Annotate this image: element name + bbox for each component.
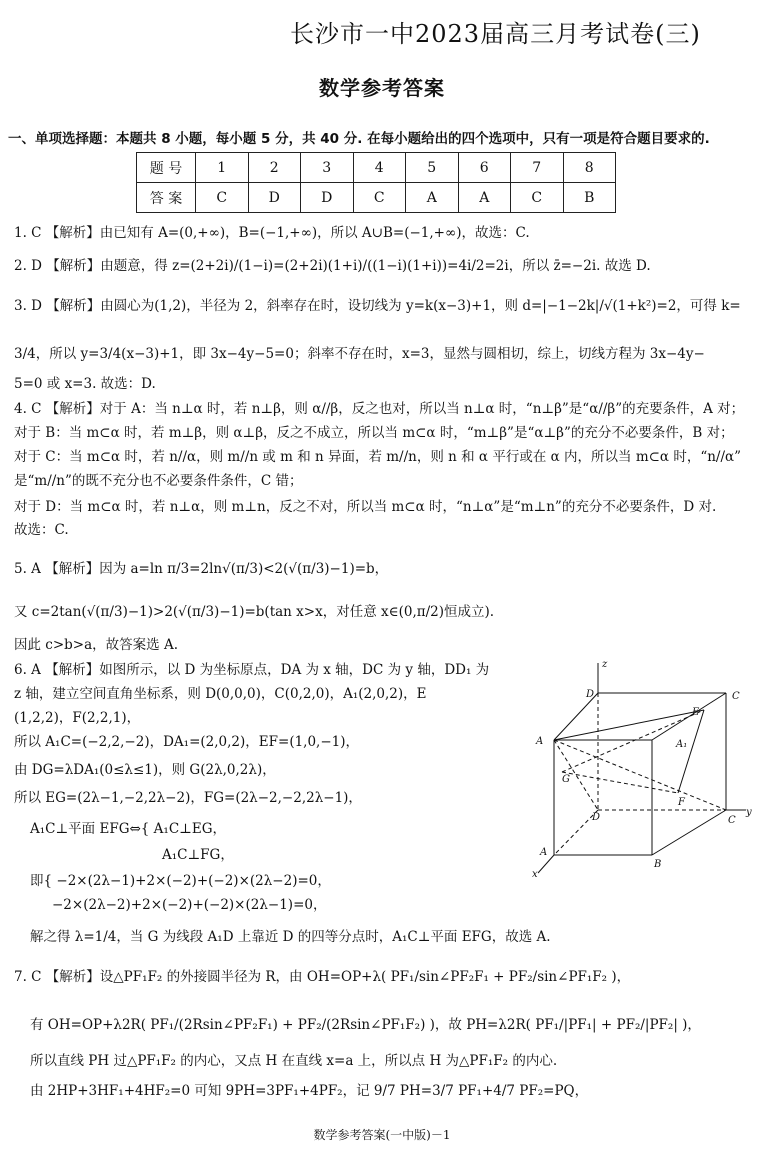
solution-4-line-2: 对于 B：当 m⊂α 时，若 m⊥β，则 α⊥β，反之不成立，所以当 m⊂α 时，“m⊥β”是“α⊥β”的充分不必要条件，B 对； xyxy=(14,425,734,441)
table-cell: 4 xyxy=(353,153,406,183)
label: C xyxy=(728,815,736,826)
solution-1: 1. C 【解析】由已知有 A=(0,+∞)，B=(−1,+∞)，所以 A∪B=(−1,+∞)，故选：C. xyxy=(14,225,530,241)
segment-E-F xyxy=(678,710,704,793)
table-cell: A xyxy=(406,183,459,213)
solution-6-line-1: 6. A 【解析】如图所示，以 D 为坐标原点，DA 为 x 轴，DC 为 y 轴，DD₁ 为 xyxy=(14,662,490,678)
solution-7-line-1: 7. C 【解析】设△PF₁F₂ 的外接圆半径为 R，由 OH=OP+λ( PF₁/sin∠PF₂F₁ + PF₂/sin∠PF₁F₂ )， xyxy=(14,969,631,985)
table-cell: 5 xyxy=(406,153,459,183)
label: D xyxy=(592,812,601,823)
label: C xyxy=(732,691,740,702)
solution-4-line-1: 4. C 【解析】对于 A：当 n⊥α 时，若 n⊥β，则 α//β，反之也对，所以当 n⊥α 时，“n⊥β”是“α//β”的充要条件，A 对； xyxy=(14,401,745,417)
solution-4-line-3: 对于 C：当 m⊂α 时，若 n//α，则 m//n 或 m 和 n 异面，若 m//n，则 n 和 α 平行或在 α 内，所以当 m⊂α 时，“n//α” xyxy=(14,449,742,465)
table-cell: D xyxy=(248,183,301,213)
solution-6-line-2: z 轴，建立空间直角坐标系，则 D(0,0,0)，C(0,2,0)，A₁(2,0,2)，E xyxy=(14,686,427,702)
table-cell: D xyxy=(301,183,354,213)
solution-7-line-3: 所以直线 PH 过△PF₁F₂ 的内心，又点 H 在直线 x=a 上，所以点 H 为△PF₁F₂ 的内心. xyxy=(30,1053,558,1069)
solution-6-line-4: 所以 A₁C=(−2,2,−2)，DA₁=(2,0,2)，EF=(1,0,−1)， xyxy=(14,734,360,750)
label: A xyxy=(536,736,544,747)
solution-3-line-1: 3. D 【解析】由圆心为(1,2)，半径为 2，斜率存在时，设切线为 y=k(x−3)+1，则 d=|−1−2k|/√(1+k²)=2，可得 k= xyxy=(14,298,741,314)
table-cell: C xyxy=(196,183,249,213)
answer-table xyxy=(136,152,616,213)
label: y xyxy=(746,807,752,818)
label: F xyxy=(678,797,685,808)
solution-5-line-3: 因此 c>b>a，故答案选 A. xyxy=(14,637,178,653)
solution-3-line-3: 5=0 或 x=3. 故选：D. xyxy=(14,376,156,392)
cube-figure xyxy=(528,655,758,885)
solution-6-line-8a: 即{ −2×(2λ−1)+2×(−2)+(−2)×(2λ−2)=0， xyxy=(30,873,331,889)
table-cell: 2 xyxy=(248,153,301,183)
label: A₁ xyxy=(676,739,688,750)
solution-3-line-2: 3/4，所以 y=3/4(x−3)+1，即 3x−4y−5=0；斜率不存在时，x=3，显然与圆相切，综上，切线方程为 3x−4y− xyxy=(14,346,705,362)
section-heading: 一、单项选择题：本题共 8 小题，每小题 5 分，共 40 分. 在每小题给出的四个选项中，只有一项是符合题目要求的. xyxy=(8,131,710,147)
label: B xyxy=(654,859,662,870)
segment-A-E xyxy=(554,710,704,740)
edge xyxy=(652,693,726,740)
solution-6-line-5: 由 DG=λDA₁(0≤λ≤1)，则 G(2λ,0,2λ)， xyxy=(14,762,276,778)
solution-2: 2. D 【解析】由题意，得 z=(2+2i)/(1−i)=(2+2i)(1+i)/((1−i)(1+i))=4i/2=2i，所以 z̄=−2i. 故选 D. xyxy=(14,258,651,274)
table-cell: 3 xyxy=(301,153,354,183)
page-footer: 数学参考答案(一中版)－1 xyxy=(313,1128,451,1142)
label: E xyxy=(692,707,700,718)
row-label-number: 题 号 xyxy=(137,153,196,183)
table-cell: 8 xyxy=(563,153,616,183)
solution-6-line-7a: A₁C⊥平面 EFG⇔{ A₁C⊥EG， xyxy=(30,821,227,837)
segment-G-F xyxy=(562,772,678,793)
solution-7-line-4: 由 2HP+3HF₁+4HF₂=0 可知 9PH=3PF₁+4PF₂，记 9/7 PH=3/7 PF₁+4/7 PF₂=PQ， xyxy=(30,1083,589,1099)
solution-5-line-1: 5. A 【解析】因为 a=ln π/3=2ln√(π/3)<2(√(π/3)−1)=b， xyxy=(14,561,389,577)
solution-4-line-5: 对于 D：当 m⊂α 时，若 n⊥α，则 m⊥n，反之不对，所以当 m⊂α 时，“n⊥α”是“m⊥n”的充分不必要条件，D 对. xyxy=(14,499,717,515)
table-cell: 6 xyxy=(458,153,511,183)
label: z xyxy=(602,659,608,670)
table-cell: 7 xyxy=(511,153,564,183)
table-cell: A xyxy=(458,183,511,213)
solution-5-line-2: 又 c=2tan(√(π/3)−1)>2(√(π/3)−1)=b(tan x>x，对任意 x∈(0,π/2)恒成立). xyxy=(14,604,495,620)
school-title: 长沙市一中2023届高三月考试卷(三) xyxy=(290,20,701,48)
label: x xyxy=(532,869,538,880)
solution-6-line-7b: A₁C⊥FG， xyxy=(162,847,234,863)
diagonal-A1C xyxy=(554,740,726,810)
row-label-answer: 答 案 xyxy=(137,183,196,213)
solution-6-line-8b: −2×(2λ−2)+2×(−2)+(−2)×(2λ−1)=0， xyxy=(52,897,327,913)
solution-6-line-3: (1,2,2)，F(2,2,1)， xyxy=(14,710,141,726)
solution-7-line-2: 有 OH=OP+λ2R( PF₁/(2Rsin∠PF₂F₁) + PF₂/(2Rsin∠PF₁F₂) )，故 PH=λ2R( PF₁/|PF₁| + PF₂/|PF₂| )， xyxy=(30,1017,701,1033)
table-row-answers xyxy=(137,183,616,213)
table-row-numbers xyxy=(137,153,616,183)
table-cell: B xyxy=(563,183,616,213)
label: D xyxy=(586,689,595,700)
table-cell: C xyxy=(511,183,564,213)
table-cell: C xyxy=(353,183,406,213)
label: G xyxy=(562,774,570,785)
label: A xyxy=(540,847,548,858)
solution-4-line-6: 故选：C. xyxy=(14,522,69,538)
solution-6-line-6: 所以 EG=(2λ−1,−2,2λ−2)，FG=(2λ−2,−2,2λ−1)， xyxy=(14,790,362,806)
subject-title: 数学参考答案 xyxy=(319,76,445,100)
solution-4-line-4: 是“m//n”的既不充分也不必要条件条件，C 错； xyxy=(14,473,303,489)
table-cell: 1 xyxy=(196,153,249,183)
solution-6-line-9: 解之得 λ=1/4，当 G 为线段 A₁D 上靠近 D 的四等分点时，A₁C⊥平面 EFG，故选 A. xyxy=(30,929,551,945)
edge xyxy=(652,810,726,855)
